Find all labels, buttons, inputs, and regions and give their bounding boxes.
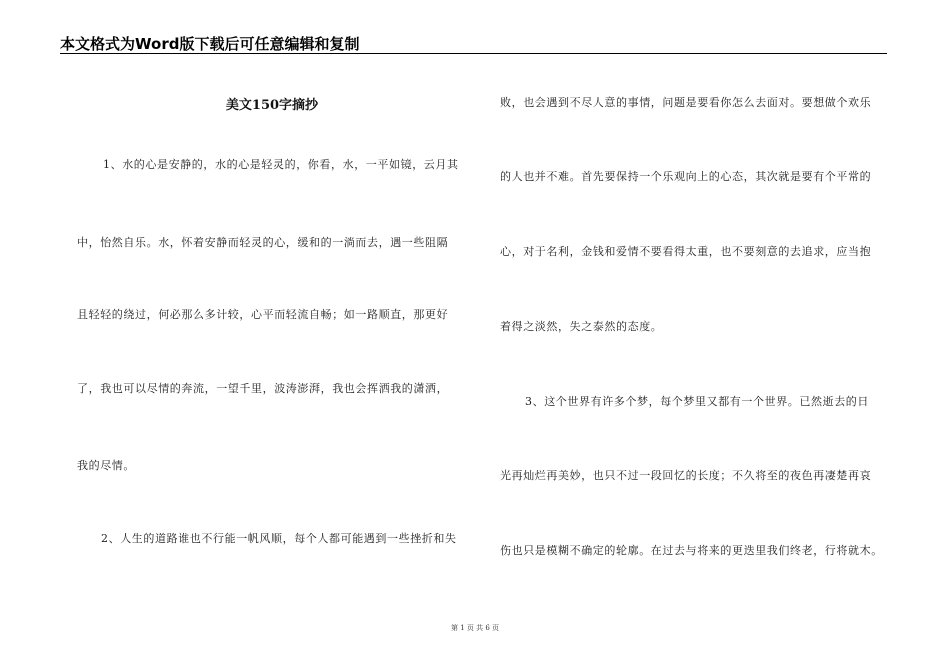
text-line: 且轻轻的绕过，何必那么多计较，心平而轻流自畅；如一路顺直，那更好 (77, 308, 449, 321)
text-line: 败，也会遇到不尽人意的事情，问题是要看你怎么去面对。要想做个欢乐 (500, 96, 872, 109)
text-line: 我的尽情。 (77, 459, 135, 472)
text-line: 光再灿烂再美妙，也只不过一段回忆的长度；不久将至的夜色再凄楚再哀 (500, 469, 872, 482)
text-line: 伤也只是模糊不确定的轮廓。在过去与将来的更迭里我们终老，行将就木。 (500, 544, 883, 557)
text-line: 1、水的心是安静的，水的心是轻灵的，你看，水，一平如镜，云月其 (103, 158, 459, 171)
text-line: 了，我也可以尽情的奔流，一望千里，波涛澎湃，我也会挥洒我的潇洒， (77, 382, 449, 395)
text-line: 着得之淡然，失之泰然的态度。 (500, 320, 663, 333)
page-number: 第 1 页 共 6 页 (450, 624, 500, 632)
text-line: 中，怡然自乐。水，怀着安静而轻灵的心，缓和的一淌而去，遇一些阻隔 (77, 236, 449, 249)
document-header: 本文格式为Word版下载后可任意编辑和复制 (60, 35, 360, 53)
text-line: 心，对于名利，金钱和爱情不要看得太重，也不要刻意的去追求，应当抱 (500, 245, 872, 258)
text-line: 的人也并不难。首先要保持一个乐观向上的心态，其次就是要有个平常的 (500, 170, 872, 183)
text-line: 2、人生的道路谁也不行能一帆风顺，每个人都可能遇到一些挫折和失 (101, 532, 457, 545)
header-rule (60, 53, 887, 54)
text-line: 3、这个世界有许多个梦，每个梦里又都有一个世界。已然逝去的日 (525, 395, 869, 408)
article-title: 美文150字摘抄 (225, 98, 319, 113)
